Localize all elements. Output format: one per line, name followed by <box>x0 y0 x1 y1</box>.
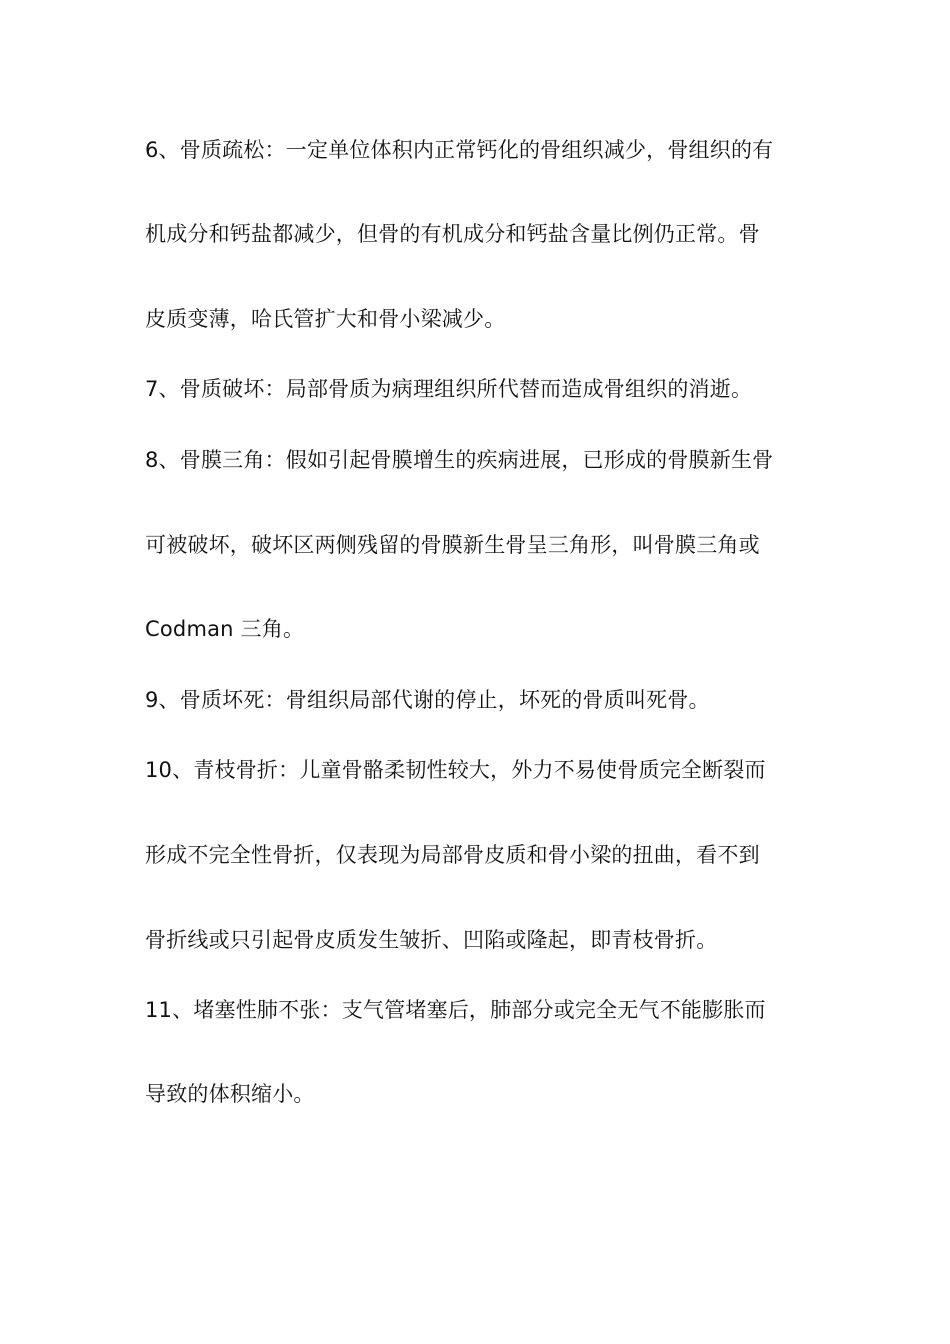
text-line: Codman 三角。 <box>145 617 305 641</box>
text-line: 机成分和钙盐都减少，但骨的有机成分和钙盐含量比例仍正常。骨 <box>145 222 760 246</box>
text-line: 骨折线或只引起骨皮质发生皱折、凹陷或隆起，即青枝骨折。 <box>145 928 718 952</box>
text-line: 10、青枝骨折：儿童骨骼柔韧性较大，外力不易使骨质完全断裂而 <box>145 758 766 782</box>
text-line: 7、骨质破坏：局部骨质为病理组织所代替而造成骨组织的消逝。 <box>145 377 753 401</box>
text-line: 皮质变薄，哈氏管扩大和骨小梁减少。 <box>145 307 506 331</box>
text-line: 形成不完全性骨折，仅表现为局部骨皮质和骨小梁的扭曲，看不到 <box>145 843 760 867</box>
text-line: 可被破坏，破坏区两侧残留的骨膜新生骨呈三角形，叫骨膜三角或 <box>145 533 760 557</box>
text-line: 导致的体积缩小。 <box>145 1082 315 1106</box>
text-line: 6、骨质疏松：一定单位体积内正常钙化的骨组织减少，骨组织的有 <box>145 138 774 162</box>
text-line: 11、堵塞性肺不张：支气管堵塞后，肺部分或完全无气不能膨胀而 <box>145 998 766 1022</box>
text-line: 8、骨膜三角：假如引起骨膜增生的疾病进展，已形成的骨膜新生骨 <box>145 448 774 472</box>
text-line: 9、骨质坏死：骨组织局部代谢的停止，坏死的骨质叫死骨。 <box>145 688 710 712</box>
